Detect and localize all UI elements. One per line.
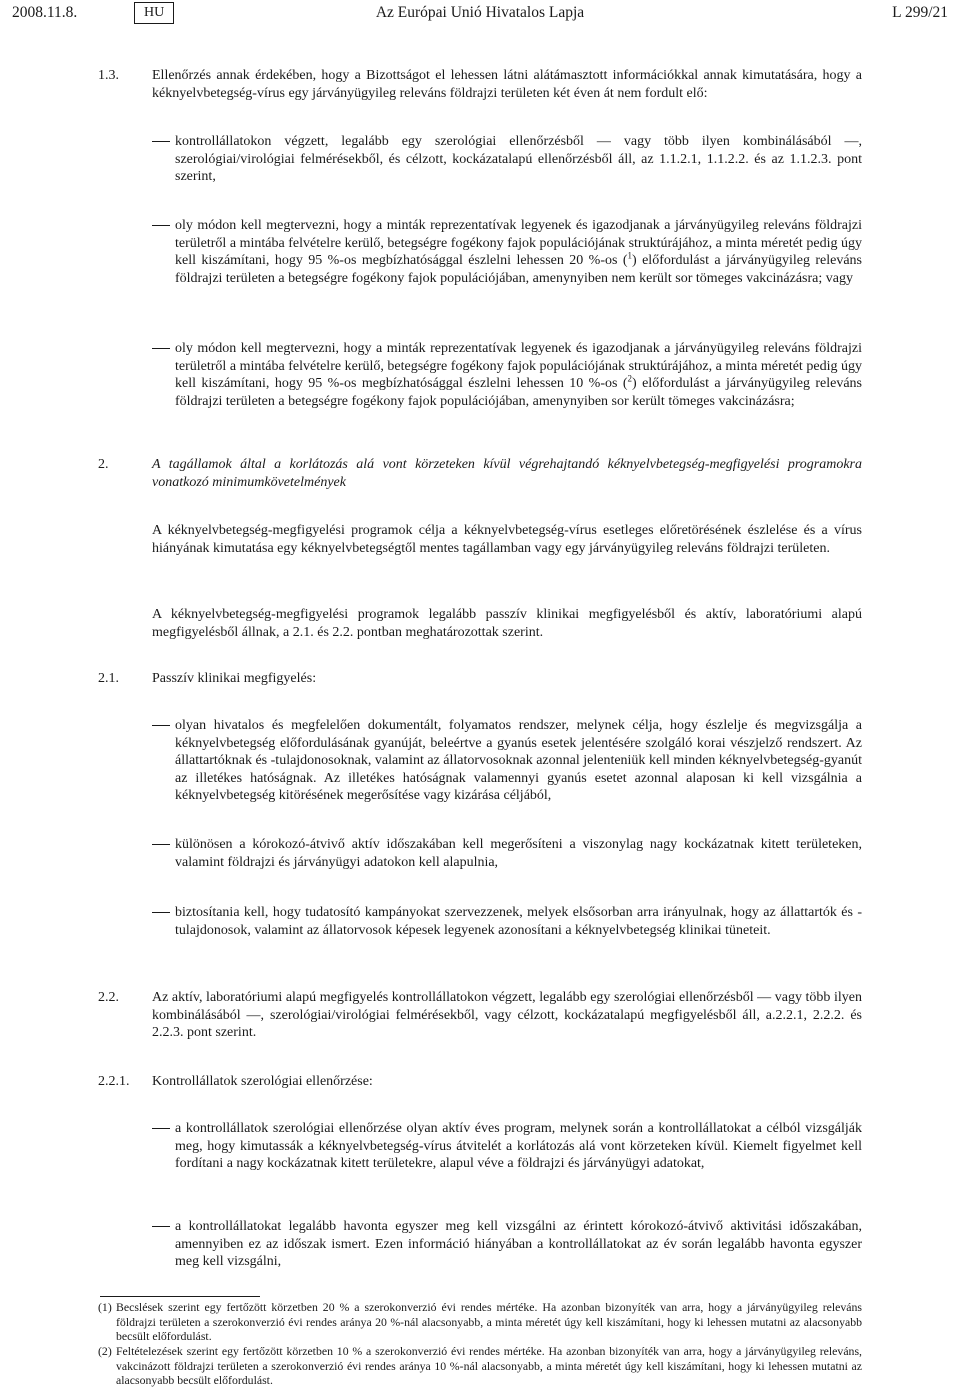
footnote (98, 1300, 862, 1344)
dash-bullet (152, 844, 170, 845)
paragraph-text: A kéknyelvbetegség-megfigyelési programok legalább passzív klinikai megfigyelésből és aktív, laboratóriumi alapú megfigyelésből állnak, a 2.1. és 2.2. pontban meghatározottak szerint. (152, 607, 862, 640)
dash-bullet (152, 141, 170, 142)
section-number: 2.1. (98, 671, 119, 686)
dash-bullet (152, 725, 170, 726)
section-text: Ellenőrzés annak érdekében, hogy a Bizottságot el lehessen látni alátámasztott információkkal annak kimutatására, hogy a kéknyelvbetegség-vírus egy járványügyileg releváns földrajzi területen két éven át nem fordult elő: (152, 68, 862, 101)
section-number: 2.2. (98, 990, 119, 1005)
footnote-number: (2) (98, 1344, 112, 1358)
page-header (0, 4, 960, 24)
list-item-text: kontrollállatokon végzett, legalább egy szerológiai ellenőrzésből — vagy több ilyen kombinálásából —, szerológiai/virológiai felmérésekből, és célzott, kockázatalapú ellenőrzésből áll, az 1.1.2.1, 1.1.2.2. és az 1.1.2.3. pont szerint, (175, 134, 862, 185)
section-text: Az aktív, laboratóriumi alapú megfigyelés kontrollállatokon végzett, legalább egy szerológiai ellenőrzésből — vagy több ilyen kombinálásából —, szerológiai/virológiai felmérésekből, vagy célzott, kockázatalapú megfigyelésből áll, a.2.2.1, 2.2.2. és 2.2.3. pont szerint. (152, 990, 862, 1041)
section-title: Kontrollállatok szerológiai ellenőrzése: (152, 1074, 373, 1089)
section-number: 2.2.1. (98, 1074, 130, 1089)
dash-bullet (152, 348, 170, 349)
paragraph-text: A kéknyelvbetegség-megfigyelési programok célja a kéknyelvbetegség-vírus esetleges előretörésének észlelése és a vírus hiányának kimutatása egy kéknyelvbetegségtől mentes tagállamban vagy egy járványügyileg releváns földrajzi területen. (152, 523, 862, 556)
dash-bullet (152, 225, 170, 226)
dash-bullet (152, 1128, 170, 1129)
journal-title: Az Európai Unió Hivatalos Lapja (375, 4, 585, 21)
list-item-text: olyan hivatalos és megfelelően dokumentált, folyamatos rendszer, melynek célja, hogy észlelje és megvizsgálja a kéknyelvbetegség előfordulásának gyanúját, beleértve a gyanús esetek jelentésére szolgáló korai vészjelző rendszert. Az állattartóknak és -tulajdonosoknak, valamint az állatorvosoknak azonnal jelenteniük kell minden kéknyelvbetegség-gyanút az illetékes hatóságnak. Az illetékes hatóságnak valamennyi gyanús esetet azonnal alaposan ki kell vizsgálnia a kéknyelvbetegség kitörésének megerősítése vagy kizárása céljából, (175, 718, 862, 804)
list-item-text: biztosítania kell, hogy tudatosító kampányokat szervezzenek, melyek elsősorban arra irányulnak, hogy az állattartók és -tulajdonosok, valamint az állatorvosok képesek legyenek azonosítani a kéknyelvbetegség klinikai tüneteit. (175, 905, 862, 938)
dash-bullet (152, 912, 170, 913)
list-item-text: oly módon kell megtervezni, hogy a minták reprezentatívak legyenek és igazodjanak a járványügyileg releváns földrajzi területről a mintába felvételre kerülő, betegségre fogékony fajok populációjának struktúrájához, a minta méretét pedig úgy kell kiszámítani, hogy 95 %-os megbízhatósággal észlelni lehessen 20 %-os ($^1$) előfordulást a járványügyileg releváns földrajzi területen a betegségre fogékony fajok populációjában, amenynyiben nem került sor tömeges vakcinázásra; vagy (175, 218, 862, 286)
section-number: 2. (98, 457, 109, 472)
footnote-text: Feltételezések szerint egy fertőzött körzetben 10 % a szerokonverzió évi rendes mértéke. Ha azonban bizonyíték van arra, hogy a járványügyileg releváns, vakcinázott földrajzi területen a szerokonverzió évi rendes aránya 10 %-nál alacsonyabb, a minta méretét úgy kell kiszámítani, hogy ki lehessen mutatni az alacsonyabb becsült előfordulást. (116, 1344, 862, 1387)
header-date: 2008.11.8. (12, 4, 78, 21)
language-badge: HU (134, 2, 174, 24)
list-item-text: a kontrollállatok szerológiai ellenőrzése olyan aktív éves program, melynek során a kontrollállatokat a célból vizsgálják meg, hogy kimutassák a kéknyelvbetegség-vírus átvitelét a korlátozás alá vont körzeteken kívül. Kiemelt figyelmet kell fordítani a nagy kockázatnak kitett területekre, alapul véve a földrajzi és járványügyi adatokat, (175, 1121, 862, 1172)
footnote-text: Becslések szerint egy fertőzött körzetben 20 % a szerokonverzió évi rendes mértéke. Ha azonban bizonyíték van arra, hogy a járványügyileg releváns földrajzi területen a szerokonverzió évi rendes aránya 20 %-nál alacsonyabb, a minta méretét úgy kell kiszámítani, hogy ki lehessen mutatni az alacsonyabb becsült előfordulást. (116, 1300, 862, 1343)
dash-bullet (152, 1226, 170, 1227)
footnote-divider (100, 1296, 260, 1297)
footnote-ref: 2 (627, 373, 633, 384)
footnote-ref: 1 (627, 250, 633, 261)
footnote (98, 1344, 862, 1388)
page-number: L 299/21 (892, 4, 948, 21)
list-item-text: a kontrollállatokat legalább havonta egyszer meg kell vizsgálni az érintett kórokozó-átvivő aktivitási időszakában, amennyiben ez az időszak ismert. Ezen információ hiányában a kontrollállatokat az év során legalább havonta egyszer meg kell vizsgálni, (175, 1219, 862, 1270)
footnote-number: (1) (98, 1300, 112, 1314)
list-item-text: oly módon kell megtervezni, hogy a minták reprezentatívak legyenek és igazodjanak a járványügyileg releváns földrajzi területről a mintába felvételre kerülő, betegségre fogékony fajok populációjának struktúrájához, a minta méretét pedig úgy kell kiszámítani, hogy 95 %-os megbízhatósággal észlelni lehessen 10 %-os ($^2$) előfordulást a járványügyileg releváns földrajzi területen a betegségre fogékony fajok populációjában, amenynyiben sor került tömeges vakcinázásra; (175, 341, 862, 409)
section-number: 1.3. (98, 68, 119, 83)
section-title: Passzív klinikai megfigyelés: (152, 671, 317, 686)
section-title: A tagállamok által a korlátozás alá vont körzeteken kívül végrehajtandó kéknyelvbetegség-megfigyelési programokra vonatkozó minimumkövetelmények (152, 457, 862, 490)
list-item-text: különösen a kórokozó-átvivő aktív időszakában kell megerősíteni a viszonylag nagy kockázatnak kitett területeken, valamint földrajzi és járványügyi adatokon kell alapulnia, (175, 837, 862, 870)
